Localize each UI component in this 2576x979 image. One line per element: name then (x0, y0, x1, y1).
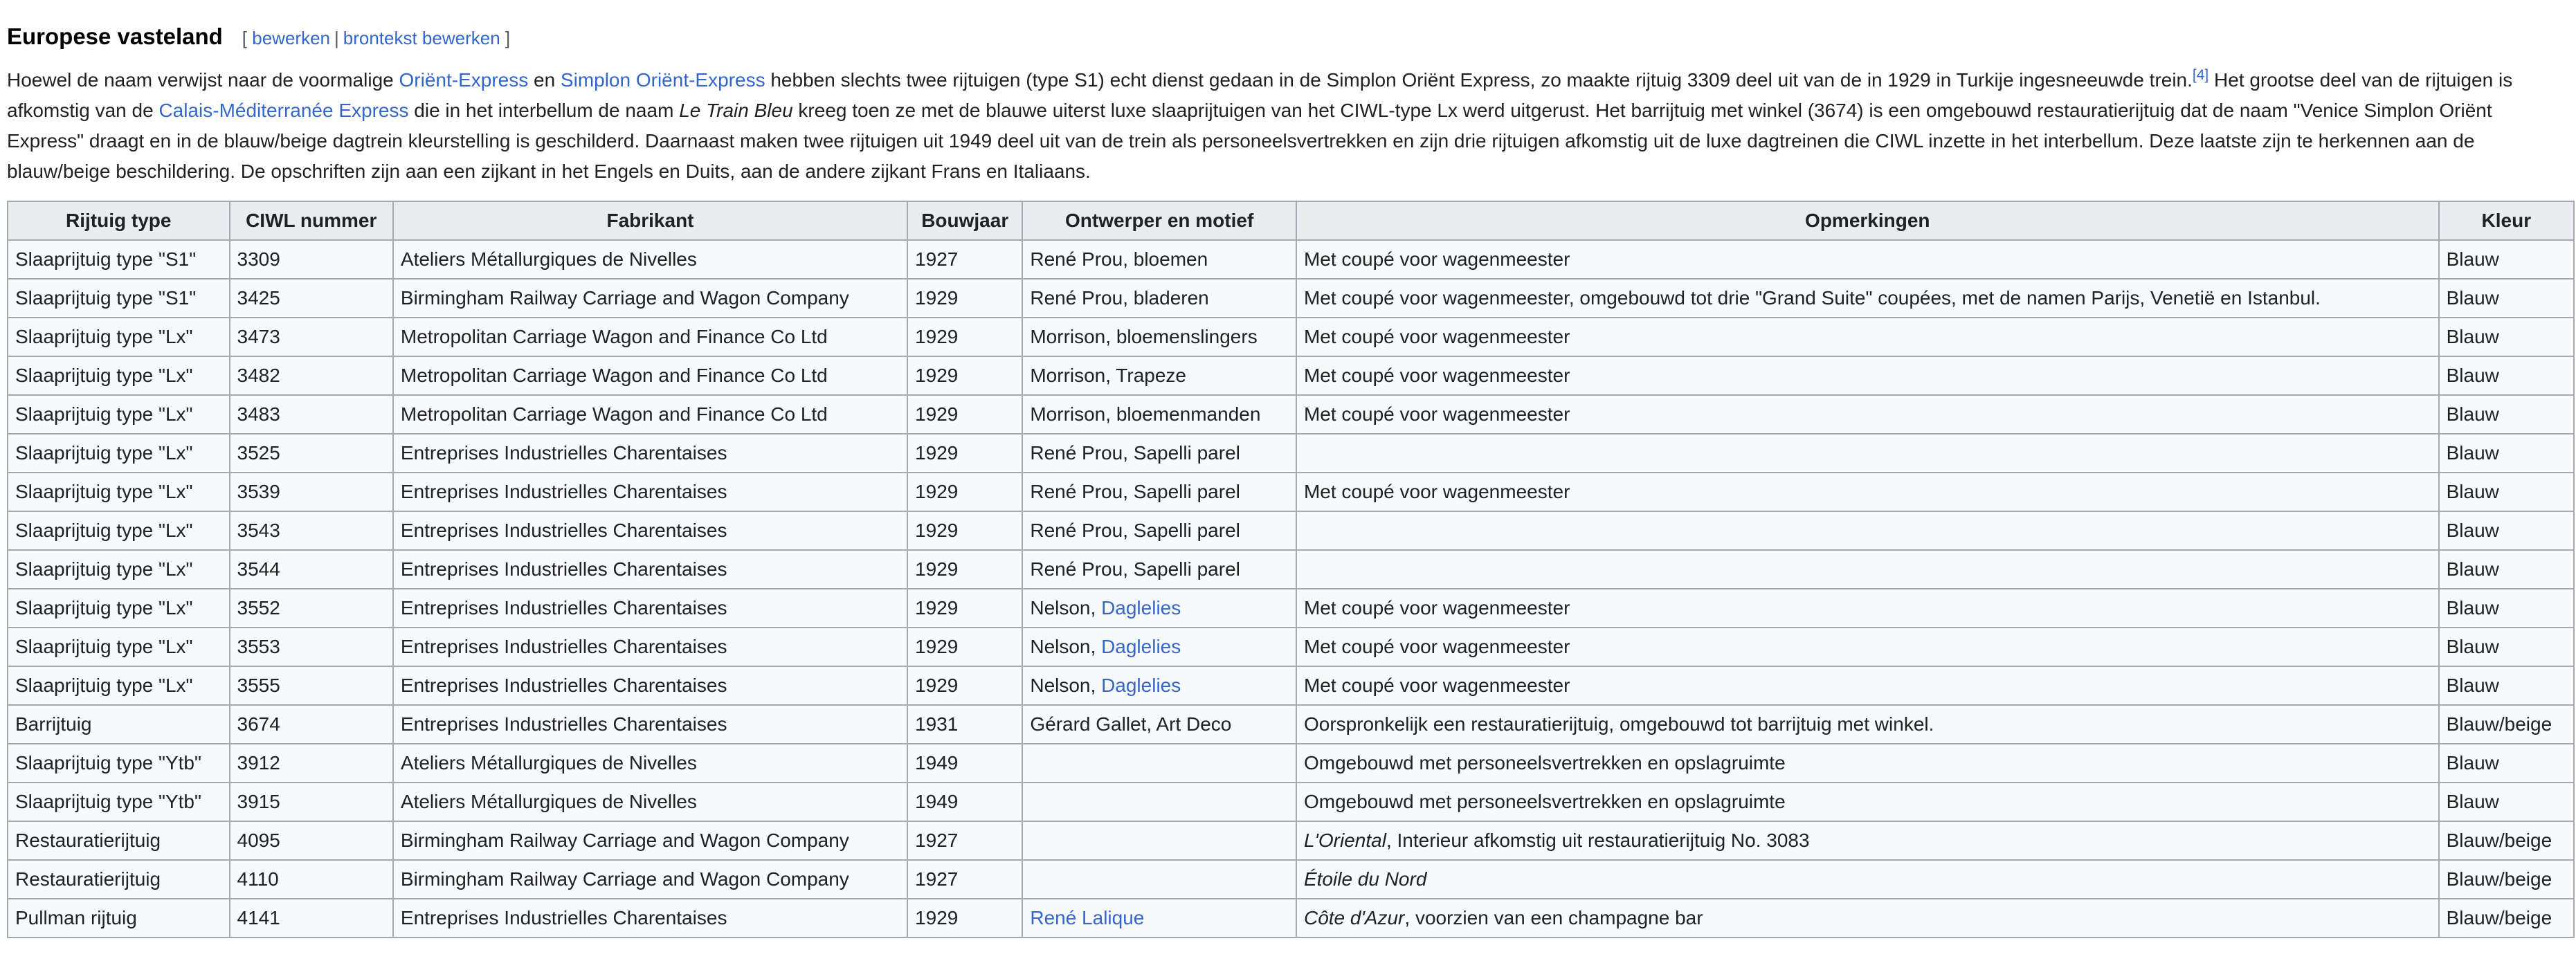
cell-kleur: Blauw (2439, 511, 2574, 550)
cell-ontwerper: Morrison, Trapeze (1022, 356, 1296, 395)
cell-bouwjaar: 1927 (907, 240, 1022, 279)
cell-kleur: Blauw (2439, 744, 2574, 783)
cell-bouwjaar: 1949 (907, 783, 1022, 821)
cell-kleur: Blauw (2439, 473, 2574, 511)
cell-ontwerper: René Prou, Sapelli parel (1022, 434, 1296, 473)
cell-ciwl-nummer: 4095 (230, 821, 393, 860)
cell-rijtuig-type: Barrijtuig (8, 705, 230, 744)
cell-rijtuig-type: Slaaprijtuig type "Lx" (8, 473, 230, 511)
cell-rijtuig-type: Slaaprijtuig type "Lx" (8, 434, 230, 473)
cell-fabrikant: Entreprises Industrielles Charentaises (393, 705, 907, 744)
cell-ciwl-nummer: 3555 (230, 666, 393, 705)
table-row (8, 666, 2574, 705)
cell-ciwl-nummer: 3482 (230, 356, 393, 395)
table-row (8, 550, 2574, 589)
cell-rijtuig-type: Slaaprijtuig type "Lx" (8, 666, 230, 705)
opmerking-italic-name: L'Oriental (1303, 830, 1386, 851)
cell-rijtuig-type: Slaaprijtuig type "S1" (8, 240, 230, 279)
ontwerper-text: Nelson, (1030, 675, 1102, 696)
cell-fabrikant: Ateliers Métallurgiques de Nivelles (393, 240, 907, 279)
cell-rijtuig-type: Slaaprijtuig type "S1" (8, 279, 230, 318)
cell-fabrikant: Metropolitan Carriage Wagon and Finance Co Ltd (393, 356, 907, 395)
cell-kleur: Blauw/beige (2439, 705, 2574, 744)
cell-bouwjaar: 1949 (907, 744, 1022, 783)
edit-section-links (242, 28, 510, 49)
cell-ciwl-nummer: 3425 (230, 279, 393, 318)
cell-kleur: Blauw/beige (2439, 860, 2574, 899)
section-heading (7, 24, 2569, 53)
cell-bouwjaar: 1929 (907, 666, 1022, 705)
cell-ciwl-nummer: 3915 (230, 783, 393, 821)
cell-ontwerper (1022, 589, 1296, 628)
table-row (8, 434, 2574, 473)
cell-bouwjaar: 1929 (907, 279, 1022, 318)
table-row (8, 744, 2574, 783)
cell-kleur: Blauw (2439, 434, 2574, 473)
cell-rijtuig-type: Slaaprijtuig type "Ytb" (8, 744, 230, 783)
cell-ontwerper: René Prou, bladeren (1022, 279, 1296, 318)
cell-opmerkingen: Omgebouwd met personeelsvertrekken en opslagruimte (1296, 783, 2439, 821)
opmerking-text: , Interieur afkomstig uit restauratierijtuig No. 3083 (1386, 830, 1810, 851)
link-calais-mediterranee-express[interactable]: Calais-Méditerranée Express (158, 100, 409, 121)
edit-bracket-close: ] (505, 28, 511, 48)
header-ontwerper: Ontwerper en motief (1022, 201, 1296, 240)
ontwerper-link[interactable]: René Lalique (1030, 907, 1145, 928)
table-row (8, 860, 2574, 899)
edit-bracket-open: [ (242, 28, 248, 48)
ontwerper-link[interactable]: Daglelies (1101, 597, 1181, 619)
cell-kleur: Blauw (2439, 240, 2574, 279)
opmerking-italic-name: Étoile du Nord (1303, 868, 1427, 890)
cell-opmerkingen: Met coupé voor wagenmeester (1296, 395, 2439, 434)
cell-opmerkingen (1296, 434, 2439, 473)
cell-ontwerper (1022, 821, 1296, 860)
cell-kleur: Blauw (2439, 783, 2574, 821)
table-row (8, 783, 2574, 821)
cell-opmerkingen: Oorspronkelijk een restauratierijtuig, omgebouwd tot barrijtuig met winkel. (1296, 705, 2439, 744)
cell-opmerkingen: Met coupé voor wagenmeester (1296, 666, 2439, 705)
cell-ciwl-nummer: 3674 (230, 705, 393, 744)
cell-bouwjaar: 1931 (907, 705, 1022, 744)
cell-ciwl-nummer: 3544 (230, 550, 393, 589)
cell-rijtuig-type: Slaaprijtuig type "Lx" (8, 395, 230, 434)
cell-bouwjaar: 1929 (907, 434, 1022, 473)
cell-kleur: Blauw/beige (2439, 899, 2574, 937)
cell-ontwerper: Morrison, bloemenslingers (1022, 318, 1296, 356)
cell-ontwerper: René Prou, Sapelli parel (1022, 511, 1296, 550)
cell-fabrikant: Entreprises Industrielles Charentaises (393, 434, 907, 473)
cell-bouwjaar: 1927 (907, 860, 1022, 899)
cell-rijtuig-type: Slaaprijtuig type "Lx" (8, 318, 230, 356)
table-row (8, 240, 2574, 279)
edit-source-link[interactable]: brontekst bewerken (343, 28, 500, 48)
cell-opmerkingen: Met coupé voor wagenmeester (1296, 240, 2439, 279)
cell-kleur: Blauw (2439, 666, 2574, 705)
cell-rijtuig-type: Slaaprijtuig type "Lx" (8, 356, 230, 395)
cell-ciwl-nummer: 3552 (230, 589, 393, 628)
header-rijtuig-type: Rijtuig type (8, 201, 230, 240)
cell-bouwjaar: 1929 (907, 395, 1022, 434)
table-row (8, 511, 2574, 550)
header-fabrikant: Fabrikant (393, 201, 907, 240)
cell-opmerkingen (1296, 550, 2439, 589)
header-opmerkingen: Opmerkingen (1296, 201, 2439, 240)
cell-ontwerper (1022, 860, 1296, 899)
cell-kleur: Blauw (2439, 628, 2574, 666)
cell-fabrikant: Entreprises Industrielles Charentaises (393, 628, 907, 666)
opmerking-text: , voorzien van een champagne bar (1404, 907, 1703, 928)
intro-text: die in het interbellum de naam (408, 100, 680, 121)
edit-separator: | (334, 28, 339, 48)
cell-fabrikant: Birmingham Railway Carriage and Wagon Company (393, 860, 907, 899)
table-row (8, 279, 2574, 318)
cell-kleur: Blauw (2439, 395, 2574, 434)
cell-ciwl-nummer: 3912 (230, 744, 393, 783)
cell-ontwerper (1022, 666, 1296, 705)
cell-opmerkingen: Met coupé voor wagenmeester (1296, 356, 2439, 395)
cell-kleur: Blauw (2439, 550, 2574, 589)
cell-fabrikant: Birmingham Railway Carriage and Wagon Company (393, 821, 907, 860)
cell-bouwjaar: 1929 (907, 550, 1022, 589)
cell-ciwl-nummer: 3309 (230, 240, 393, 279)
cell-fabrikant: Entreprises Industrielles Charentaises (393, 589, 907, 628)
cell-rijtuig-type: Slaaprijtuig type "Lx" (8, 628, 230, 666)
intro-text: en (528, 69, 561, 91)
intro-text: kreeg toen ze met de blauwe uiterst luxe slaaprijtuigen van het CIWL-type Lx werd uitgerust. Het barrijtuig met winkel (3674) is een omgebouwd restauratierijtuig dat de naam "Venice Simplon Oriënt Express" draagt en in de blauw/beige dagtrein kleurstelling is geschilderd. Daarnaast maken twee rijtuigen uit 1949 deel uit van de trein als personeelsvertrekken en zijn drie rijtuigen afkomstig uit de luxe dagtreinen die CIWL inzette in het interbellum. Deze laatste zijn te herkennen aan de blauw/beige beschildering. De opschriften zijn aan een zijkant in het Engels en Duits, aan de andere zijkant Frans en Italiaans. (7, 100, 2492, 182)
cell-rijtuig-type: Pullman rijtuig (8, 899, 230, 937)
header-ciwl-nummer: CIWL nummer (230, 201, 393, 240)
cell-opmerkingen: Met coupé voor wagenmeester (1296, 318, 2439, 356)
edit-link[interactable]: bewerken (252, 28, 330, 48)
cell-fabrikant: Ateliers Métallurgiques de Nivelles (393, 744, 907, 783)
cell-kleur: Blauw (2439, 318, 2574, 356)
cell-ontwerper: René Prou, bloemen (1022, 240, 1296, 279)
cell-rijtuig-type: Slaaprijtuig type "Lx" (8, 589, 230, 628)
intro-text: Het grootse deel van de rijtuigen is afkomstig van de (7, 69, 2513, 121)
cell-ciwl-nummer: 4110 (230, 860, 393, 899)
cell-ciwl-nummer: 3525 (230, 434, 393, 473)
cell-kleur: Blauw (2439, 589, 2574, 628)
cell-opmerkingen: Met coupé voor wagenmeester (1296, 628, 2439, 666)
ontwerper-link[interactable]: Daglelies (1101, 675, 1181, 696)
table-body (8, 240, 2574, 937)
cell-bouwjaar: 1929 (907, 589, 1022, 628)
table-row (8, 356, 2574, 395)
cell-bouwjaar: 1927 (907, 821, 1022, 860)
cell-bouwjaar: 1929 (907, 356, 1022, 395)
cell-opmerkingen: Met coupé voor wagenmeester (1296, 473, 2439, 511)
cell-rijtuig-type: Restauratierijtuig (8, 821, 230, 860)
ontwerper-text: Nelson, (1030, 636, 1102, 657)
cell-ontwerper: René Prou, Sapelli parel (1022, 473, 1296, 511)
cell-rijtuig-type: Slaaprijtuig type "Ytb" (8, 783, 230, 821)
table-row (8, 473, 2574, 511)
cell-fabrikant: Metropolitan Carriage Wagon and Finance Co Ltd (393, 395, 907, 434)
opmerking-italic-name: Côte d'Azur (1303, 907, 1405, 928)
table-header-row (8, 201, 2574, 240)
cell-fabrikant: Entreprises Industrielles Charentaises (393, 511, 907, 550)
cell-opmerkingen (1296, 899, 2439, 937)
cell-fabrikant: Ateliers Métallurgiques de Nivelles (393, 783, 907, 821)
cell-fabrikant: Entreprises Industrielles Charentaises (393, 473, 907, 511)
cell-rijtuig-type: Slaaprijtuig type "Lx" (8, 511, 230, 550)
cell-bouwjaar: 1929 (907, 473, 1022, 511)
cell-ontwerper: Gérard Gallet, Art Deco (1022, 705, 1296, 744)
cell-ontwerper (1022, 899, 1296, 937)
table-row (8, 395, 2574, 434)
cell-ciwl-nummer: 4141 (230, 899, 393, 937)
table-row (8, 899, 2574, 937)
header-bouwjaar: Bouwjaar (907, 201, 1022, 240)
cell-fabrikant: Metropolitan Carriage Wagon and Finance Co Ltd (393, 318, 907, 356)
ontwerper-text: Nelson, (1030, 597, 1102, 619)
cell-opmerkingen: Omgebouwd met personeelsvertrekken en opslagruimte (1296, 744, 2439, 783)
cell-ontwerper (1022, 783, 1296, 821)
carriages-table (7, 201, 2575, 938)
table-row (8, 318, 2574, 356)
table-row (8, 821, 2574, 860)
cell-rijtuig-type: Restauratierijtuig (8, 860, 230, 899)
link-orient-express[interactable]: Oriënt-Express (399, 69, 529, 91)
intro-text: hebben slechts twee rijtuigen (type S1) echt dienst gedaan in de Simplon Oriënt Express, zo maakte rijtuig 3309 deel uit van de in 1929 in Turkije ingesneeuwde trein. (765, 69, 2193, 91)
cell-ontwerper: Morrison, bloemenmanden (1022, 395, 1296, 434)
cell-opmerkingen: Met coupé voor wagenmeester (1296, 589, 2439, 628)
cell-opmerkingen: Met coupé voor wagenmeester, omgebouwd tot drie "Grand Suite" coupées, met de namen Parijs, Venetië en Istanbul. (1296, 279, 2439, 318)
reference-link[interactable]: [4] (2192, 67, 2209, 83)
cell-ciwl-nummer: 3553 (230, 628, 393, 666)
intro-text: Hoewel de naam verwijst naar de voormalige (7, 69, 399, 91)
train-bleu-italic: Le Train Bleu (679, 100, 793, 121)
cell-ontwerper (1022, 744, 1296, 783)
cell-bouwjaar: 1929 (907, 899, 1022, 937)
cell-fabrikant: Entreprises Industrielles Charentaises (393, 550, 907, 589)
cell-ciwl-nummer: 3483 (230, 395, 393, 434)
cell-kleur: Blauw (2439, 356, 2574, 395)
cell-bouwjaar: 1929 (907, 628, 1022, 666)
cell-opmerkingen (1296, 511, 2439, 550)
cell-fabrikant: Entreprises Industrielles Charentaises (393, 666, 907, 705)
ontwerper-link[interactable]: Daglelies (1101, 636, 1181, 657)
cell-ontwerper (1022, 628, 1296, 666)
cell-bouwjaar: 1929 (907, 511, 1022, 550)
cell-rijtuig-type: Slaaprijtuig type "Lx" (8, 550, 230, 589)
cell-ciwl-nummer: 3539 (230, 473, 393, 511)
cell-bouwjaar: 1929 (907, 318, 1022, 356)
cell-fabrikant: Entreprises Industrielles Charentaises (393, 899, 907, 937)
cell-opmerkingen (1296, 860, 2439, 899)
link-simplon-orient-express[interactable]: Simplon Oriënt-Express (560, 69, 765, 91)
cell-ciwl-nummer: 3543 (230, 511, 393, 550)
cell-kleur: Blauw (2439, 279, 2574, 318)
cell-opmerkingen (1296, 821, 2439, 860)
table-row (8, 589, 2574, 628)
cell-ciwl-nummer: 3473 (230, 318, 393, 356)
intro-paragraph (7, 65, 2561, 187)
cell-ontwerper: René Prou, Sapelli parel (1022, 550, 1296, 589)
table-row (8, 628, 2574, 666)
section-title: Europese vasteland (7, 24, 223, 49)
cell-fabrikant: Birmingham Railway Carriage and Wagon Company (393, 279, 907, 318)
table-row (8, 705, 2574, 744)
header-kleur: Kleur (2439, 201, 2574, 240)
cell-kleur: Blauw/beige (2439, 821, 2574, 860)
